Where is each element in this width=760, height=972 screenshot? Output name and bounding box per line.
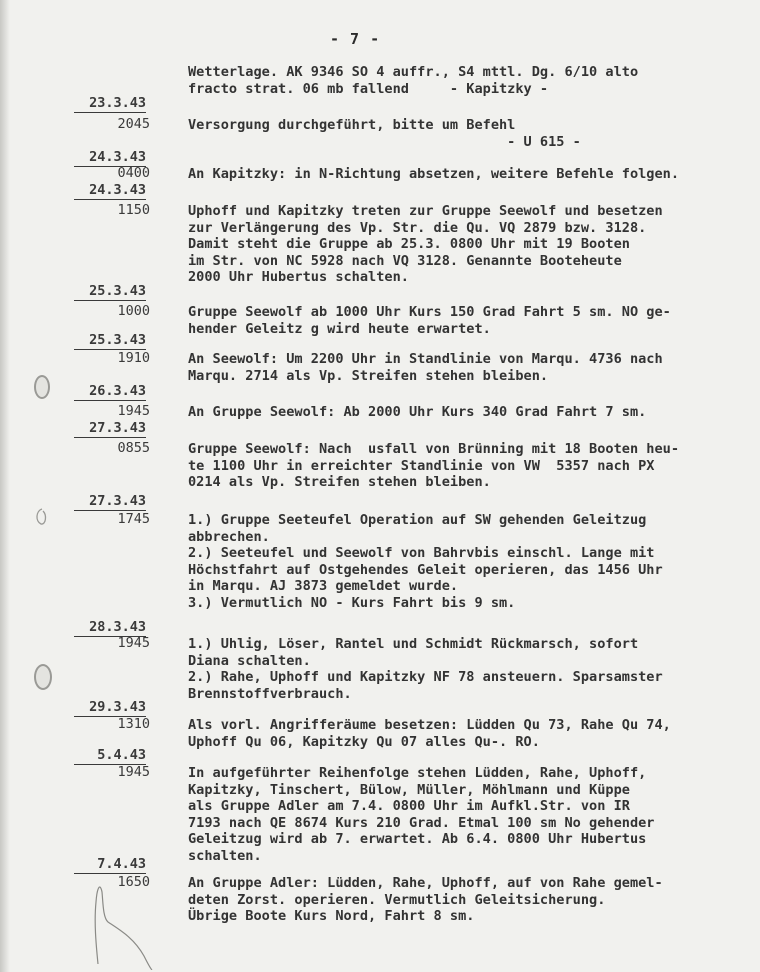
- entry-date: 27.3.43: [74, 494, 146, 511]
- entry-text: In aufgeführter Reihenfolge stehen Lüdden, Rahe, Uphoff, Kapitzky, Tinschert, Bülow, Müller, Möhlmann und Küppe als Gruppe Adler am 7.4. 0800 Uhr im Aufkl.Str. von IR 7193 nach QE 8674 Kurs 210 Grad. Etmal 100 sm No gehender Geleitzug wird ab 7. erwartet. Ab 6.4. 0800 Uhr Hubertus schalten.: [188, 765, 655, 864]
- entry-date: 25.3.43: [74, 284, 146, 301]
- entry-date: 23.3.43: [74, 96, 146, 113]
- entry-date: 29.3.43: [74, 700, 146, 717]
- entry-text: Als vorl. Angrifferäume besetzen: Lüdden Qu 73, Rahe Qu 74, Uphoff Qu 06, Kapitzky Qu 07 alles Qu-. RO.: [188, 717, 671, 750]
- entry-date: 26.3.43: [74, 384, 146, 401]
- entry-text: 1.) Gruppe Seeteufel Operation auf SW gehenden Geleitzug abbrechen. 2.) Seeteufel und Seewolf von Bahrvbis einschl. Lange mit Höchstfahrt auf Ostgehendes Geleit operieren, das 1456 Uhr in Marqu. AJ 3873 gemeldet wurde. 3.) Vermutlich NO - Kurs Fahrt bis 9 sm.: [188, 512, 663, 611]
- entry-time: 1310: [117, 716, 150, 732]
- entry-time: 1945: [117, 403, 150, 419]
- entry-text: An Seewolf: Um 2200 Uhr in Standlinie von Marqu. 4736 nach Marqu. 2714 als Vp. Streifen stehen bleiben.: [188, 351, 663, 384]
- entry-text: Gruppe Seewolf: Nach usfall von Brünning mit 18 Booten heu- te 1100 Uhr in erreichter Standlinie von VW 5357 nach PX 0214 als Vp. Streifen stehen bleiben.: [188, 441, 680, 490]
- page-number: - 7 -: [330, 30, 381, 48]
- entry-time: 1745: [117, 511, 150, 527]
- entry-date: 24.3.43: [74, 150, 146, 167]
- binder-hole: [34, 375, 50, 399]
- page-edge-shadow: [0, 0, 10, 972]
- entry-date: 28.3.43: [74, 620, 146, 637]
- entry-date: 7.4.43: [74, 857, 146, 874]
- entry-text: An Kapitzky: in N-Richtung absetzen, weitere Befehle folgen.: [188, 166, 680, 182]
- entry-time: 1650: [117, 874, 150, 890]
- pencil-scribble: [88, 878, 158, 970]
- entry-time: 0855: [117, 440, 150, 456]
- pencil-mark: [32, 506, 52, 528]
- entry-time: 1945: [117, 635, 150, 651]
- entry-time: 1945: [117, 764, 150, 780]
- binder-hole: [34, 664, 52, 690]
- entry-date: 24.3.43: [74, 183, 146, 200]
- entry-time: 1910: [117, 350, 150, 366]
- entry-date: 5.4.43: [74, 748, 146, 765]
- entry-date: 27.3.43: [74, 421, 146, 438]
- entry-text: Gruppe Seewolf ab 1000 Uhr Kurs 150 Grad Fahrt 5 sm. NO ge- hender Geleitz g wird heute erwartet.: [188, 304, 671, 337]
- entry-time: 2045: [117, 116, 150, 132]
- entry-time: 1000: [117, 303, 150, 319]
- entry-text: Versorgung durchgeführt, bitte um Befehl - U 615 -: [188, 117, 581, 150]
- entry-time: 0400: [117, 165, 150, 181]
- entry-text: An Gruppe Adler: Lüdden, Rahe, Uphoff, auf von Rahe gemel- deten Zorst. operieren. Vermutlich Geleitsicherung. Übrige Boote Kurs Nord, Fahrt 8 sm.: [188, 875, 663, 924]
- entry-text: Uphoff und Kapitzky treten zur Gruppe Seewolf und besetzen zur Verlängerung des Vp. Str. die Qu. VQ 2879 bzw. 3128. Damit steht die Gruppe ab 25.3. 0800 Uhr mit 19 Booten im Str. von NC 5928 nach VQ 3128. Genannte Booteheute 2000 Uhr Hubertus schalten.: [188, 203, 663, 285]
- entry-text: An Gruppe Seewolf: Ab 2000 Uhr Kurs 340 Grad Fahrt 7 sm.: [188, 404, 647, 420]
- entry-text: 1.) Uhlig, Löser, Rantel und Schmidt Rückmarsch, sofort Diana schalten. 2.) Rahe, Uphoff und Kapitzky NF 78 ansteuern. Sparsamster Brennstoffverbrauch.: [188, 636, 663, 702]
- entry-time: 1150: [117, 202, 150, 218]
- entry-date: 25.3.43: [74, 333, 146, 350]
- entry-text: Wetterlage. AK 9346 SO 4 auffr., S4 mttl. Dg. 6/10 alto fracto strat. 06 mb fallend - Kapitzky -: [188, 64, 639, 97]
